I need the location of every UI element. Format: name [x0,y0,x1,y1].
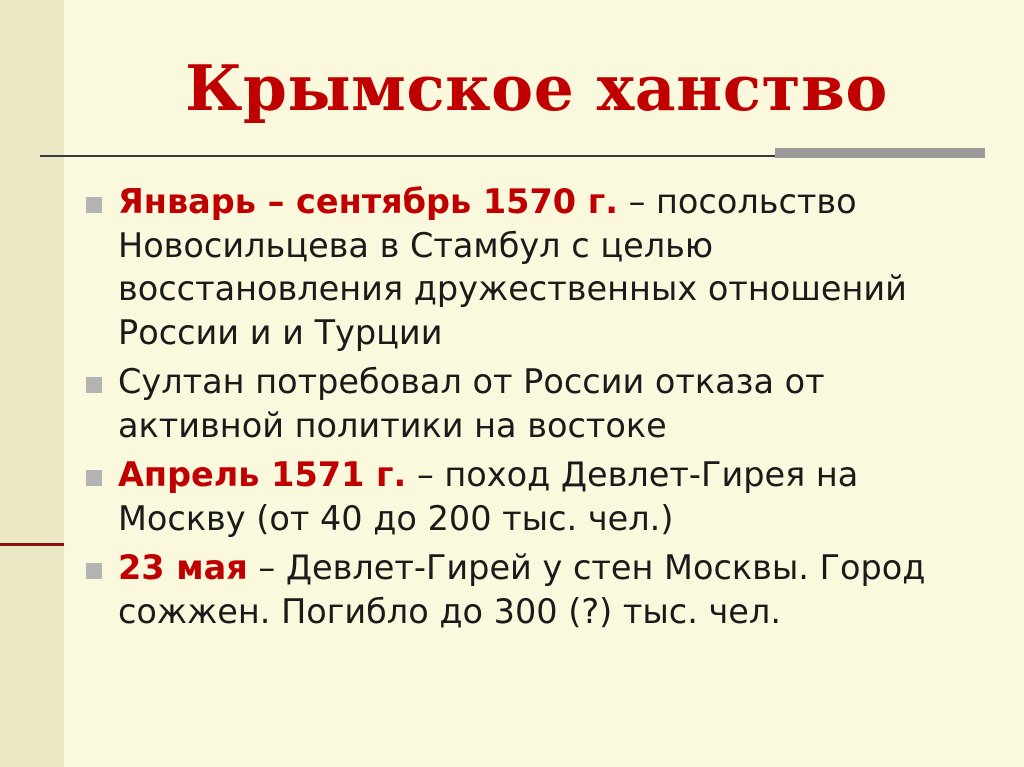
list-item-body: – Девлет-Гирей у стен Москвы. Город сожжен. Погибло до 300 (?) тыс. чел. [118,548,926,631]
list-item-text [118,546,991,633]
list-item [86,360,991,447]
left-band-red-line [0,543,64,546]
list-item-highlight: Январь – сентябрь 1570 г. [118,182,618,221]
list-item-text [118,360,991,447]
list-item-highlight: Апрель 1571 г. [118,455,407,495]
square-bullet-icon [86,377,102,393]
list-item [86,546,991,633]
bullet-list [86,180,991,639]
list-item-text [118,180,991,354]
square-bullet-icon [86,563,102,579]
list-item-highlight: 23 мая [118,548,248,588]
list-item-text [118,453,991,540]
list-item-body: Султан потребовал от России отказа от активной политики на востоке [118,362,825,445]
list-item [86,180,991,354]
square-bullet-icon [86,197,102,213]
square-bullet-icon [86,470,102,486]
title-divider-accent [775,148,985,158]
list-item-body: – посольство Новосильцева в Стамбул с целью восстановления дружественных отношений России и и Турции [118,182,907,352]
list-item-body: – поход Девлет-Гирея на Москву (от 40 до 200 тыс. чел.) [118,455,859,538]
page-title: Крымское ханство [185,51,888,125]
left-decorative-band [0,0,64,767]
list-item [86,453,991,540]
